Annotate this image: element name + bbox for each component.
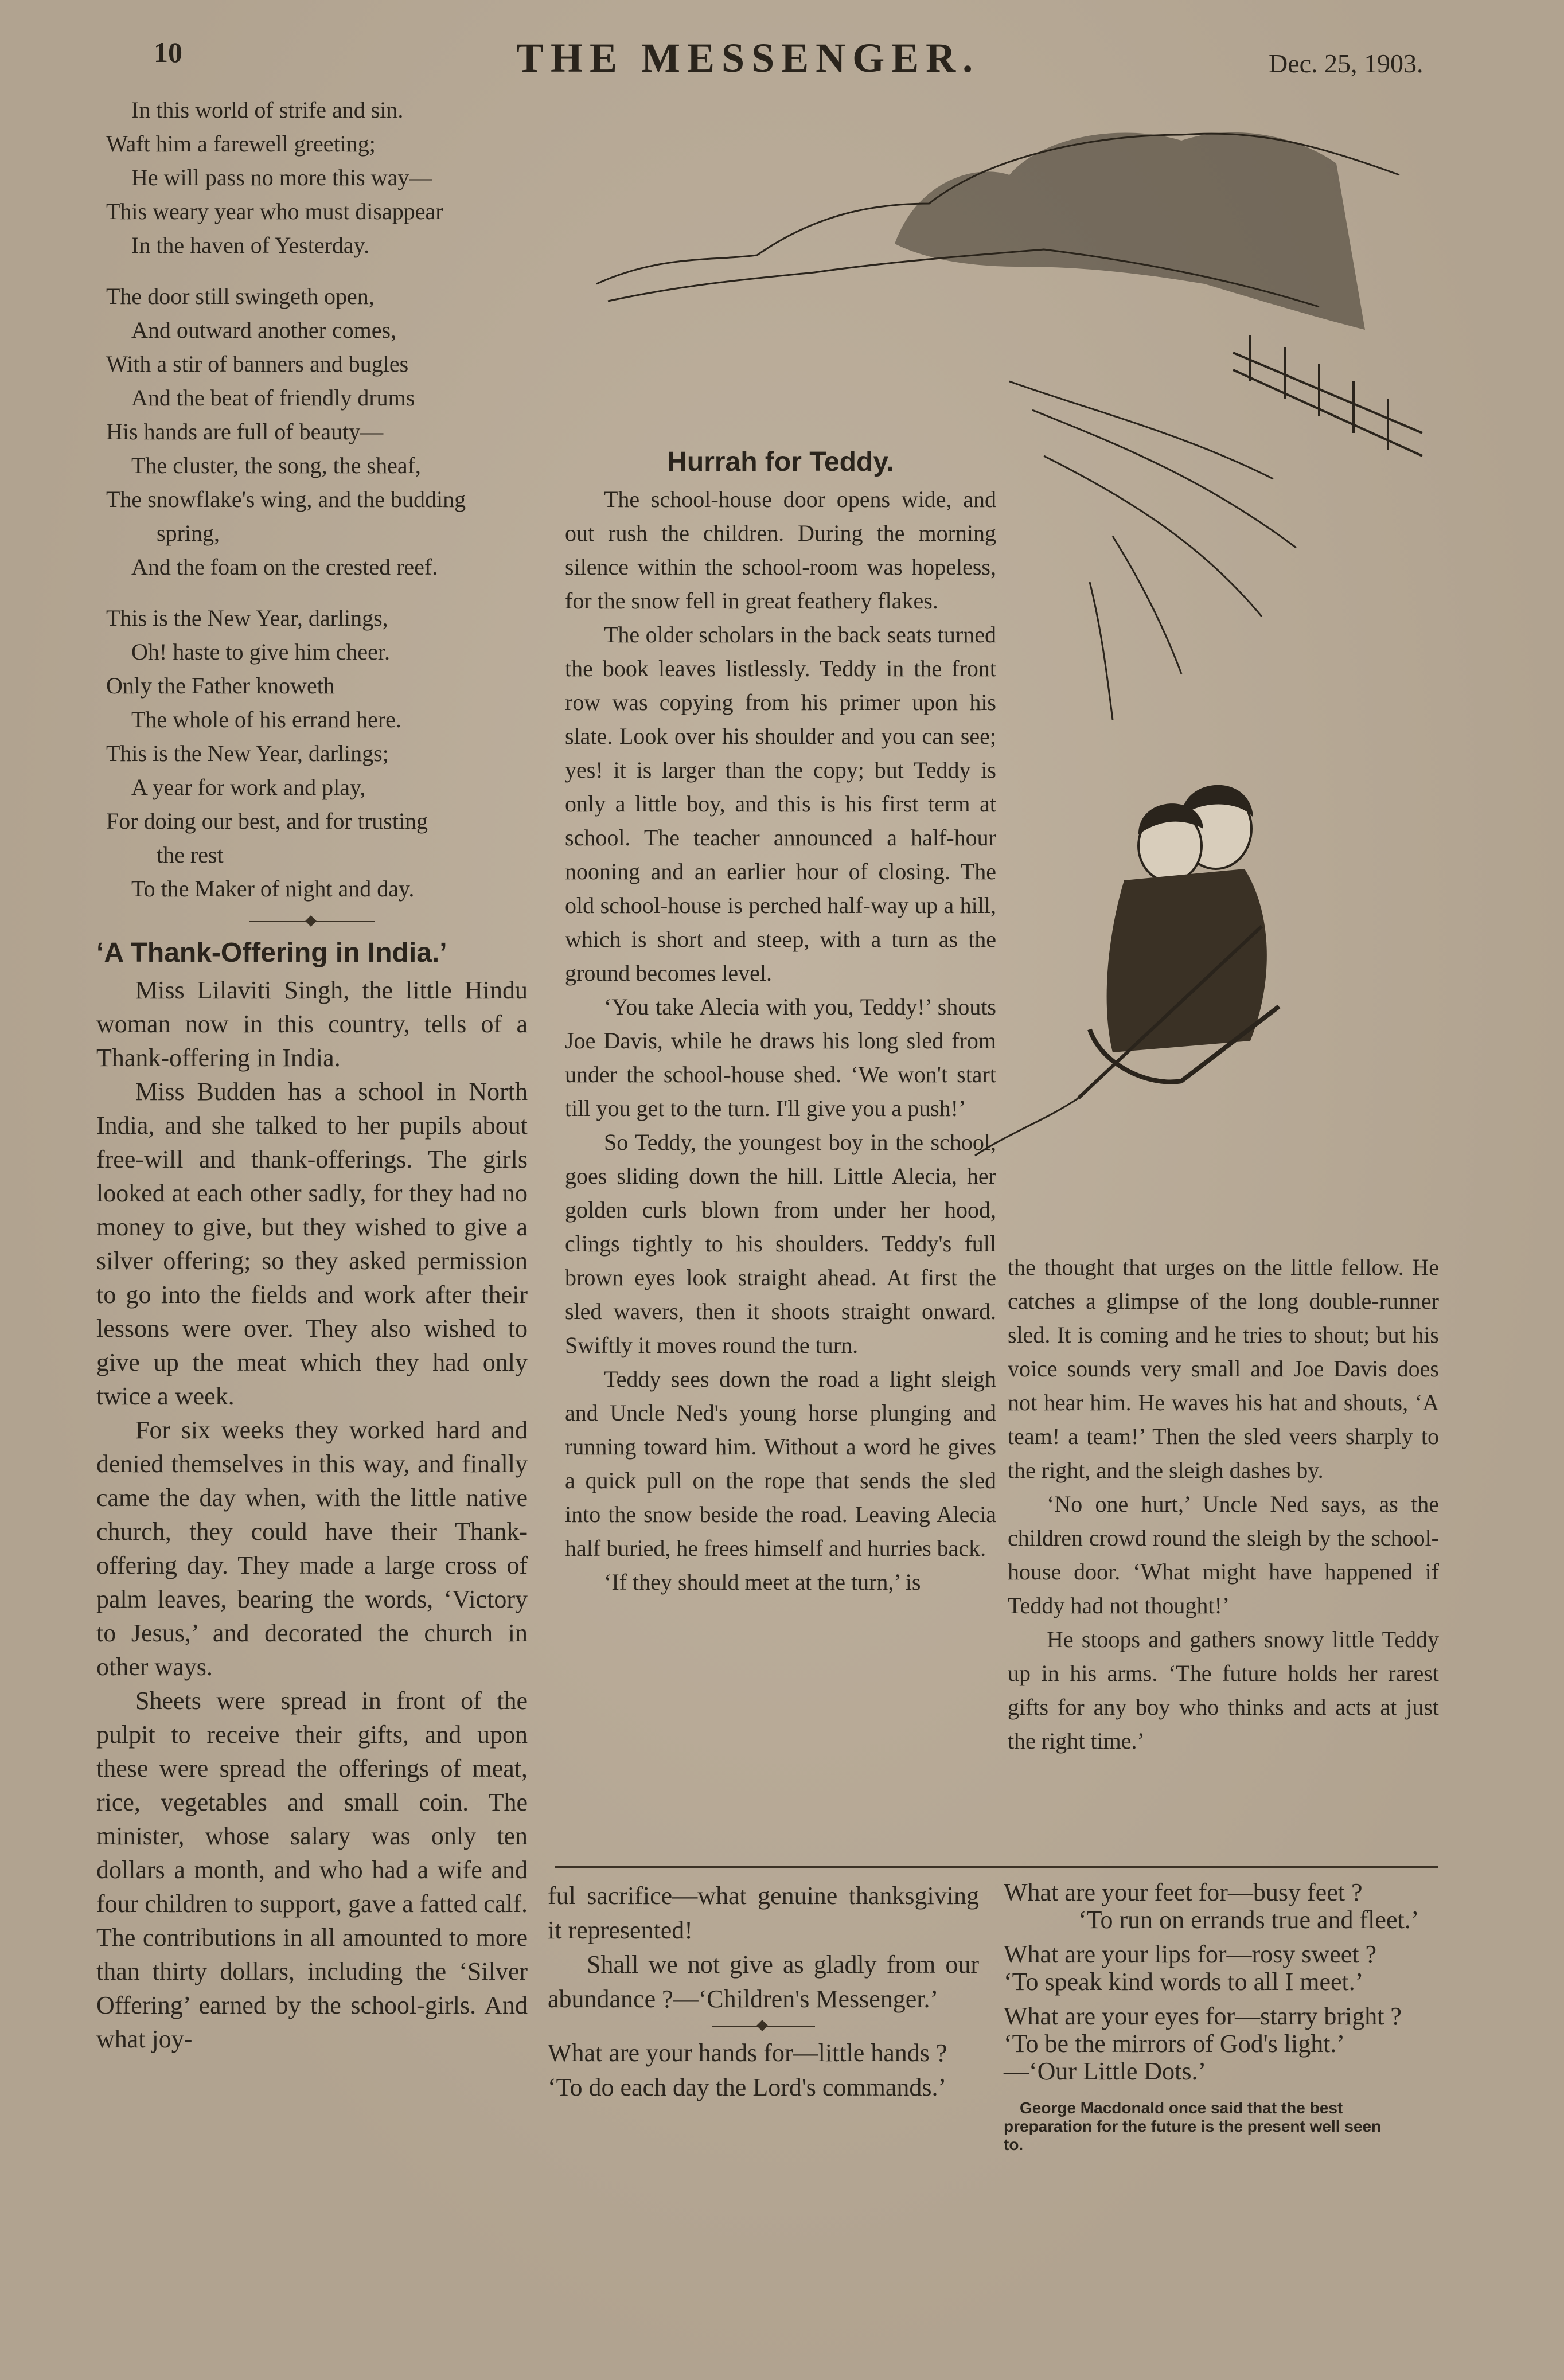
paragraph: Miss Budden has a school in North India, and she talked to her pupils about free-will and thank-offerings. The girls looked at each other sadly, for they had no money to give, but they wished to give a silver offering; so they asked permission to go into the fields and work after their lessons were over. They also wished to give up the meat which they had only twice a week.	[96, 1078, 528, 1410]
verse-line: And the beat of friendly drums	[131, 385, 415, 411]
verse-line: What are your feet for—busy feet ?	[1004, 1878, 1363, 1906]
children-on-sled-icon	[975, 785, 1279, 1156]
verse-line: spring,	[157, 520, 220, 546]
divider	[548, 2016, 979, 2036]
page-number: 10	[154, 36, 182, 68]
verse-line: The cluster, the song, the sheaf,	[131, 452, 421, 478]
verse-line: The door still swingeth open,	[106, 283, 375, 309]
article-title: Hurrah for Teddy.	[667, 447, 894, 477]
verse-line: He will pass no more this way—	[131, 165, 432, 190]
paragraph: Shall we not give as gladly from our abundance ?—‘Children's Messenger.’	[548, 1950, 979, 2013]
verse-line: The snowflake's wing, and the budding	[106, 486, 466, 512]
issue-date: Dec. 25, 1903.	[1269, 49, 1423, 78]
verse-line: What are your eyes for—starry bright ?	[1004, 2002, 1402, 2030]
verse-line: And outward another comes,	[131, 317, 397, 343]
verse-line: In this world of strife and sin.	[131, 97, 404, 123]
verse-line: Only the Father knoweth	[106, 673, 335, 699]
paragraph: ‘No one hurt,’ Uncle Ned says, as the children crowd round the sleigh by the school-house door. ‘What might have happened if Teddy had not thought!’	[1008, 1491, 1439, 1618]
verse-line: the rest	[157, 842, 224, 868]
article-title: ‘A Thank-Offering in India.’	[96, 938, 447, 968]
verse-line: What are your lips for—rosy sweet ?	[1004, 1940, 1377, 1968]
horizontal-rule	[555, 1866, 1438, 1868]
verse-line: In the haven of Yesterday.	[131, 232, 370, 258]
paragraph: The older scholars in the back seats turned the book leaves listlessly. Teddy in the front row was copying from his primer upon his slate. Look over his shoulder and you can see; yes! it is larger than the copy; but Teddy is only a little boy, and this is his first term at school. The teacher announced a half-hour nooning and an earlier hour of closing. The old school-house is perched half-way up a hill, which is short and steep, with a turn as the ground becomes level.	[565, 622, 996, 986]
verse-line: Oh! haste to give him cheer.	[131, 639, 390, 665]
masthead: THE MESSENGER.	[516, 35, 980, 81]
thank-offering-continued	[548, 1879, 979, 2105]
paragraph: Sheets were spread in front of the pulpit to receive their gifts, and upon these were spread the offerings of meat, rice, vegetables and small coin. The minister, whose salary was only ten dollars a month, and who had a wife and four children to support, gave a fatted calf. The contributions in all amounted to more than thirty dollars, including the ‘Silver Offering’ earned by the school-girls. And what joy-	[96, 1687, 528, 2053]
divider	[96, 912, 528, 931]
paragraph: So Teddy, the youngest boy in the school, goes sliding down the hill. Little Alecia, her golden curls blown from under her hood, clings tightly to his shoulders. Teddy's full brown eyes look straight ahead. At first the sled wavers, then it shoots straight onward. Swiftly it moves round the turn.	[565, 1129, 996, 1358]
verse-line: ‘To speak kind words to all I meet.’	[1004, 1968, 1364, 1996]
verse-line: To the Maker of night and day.	[131, 876, 415, 902]
paragraph: ful sacrifice—what genuine thanksgiving it represented!	[548, 1882, 979, 1944]
verse-line: A year for work and play,	[131, 774, 366, 800]
fence-icon	[1233, 335, 1422, 456]
paragraph: ‘If they should meet at the turn,’ is	[604, 1569, 921, 1595]
verse-line: And the foam on the crested reef.	[131, 554, 438, 580]
verse-line: What are your hands for—little hands ?	[548, 2039, 947, 2067]
stanza-break	[106, 262, 548, 279]
paragraph: Miss Lilaviti Singh, the little Hindu woman now in this country, tells of a Thank-offering in India.	[96, 976, 528, 1072]
verse-line: For doing our best, and for trusting	[106, 808, 428, 834]
verse-line: ‘To be the mirrors of God's light.’	[1004, 2030, 1345, 2058]
paragraph: For six weeks they worked hard and denied themselves in this way, and finally came the day when, with the little native church, they could have their Thank-offering day. They made a large cross of palm leaves, bearing the words, ‘Victory to Jesus,’ and decorated the church in other ways.	[96, 1416, 528, 1681]
verse-line: This weary year who must disappear	[106, 198, 443, 224]
verse-line: This is the New Year, darlings,	[106, 605, 388, 631]
footnote: George Macdonald once said that the best preparation for the future is the present well seen to.	[1004, 2099, 1382, 2153]
thank-offering-article	[96, 938, 528, 2056]
verse-line: This is the New Year, darlings;	[106, 740, 389, 766]
teddy-article-continued	[1008, 1250, 1439, 1758]
paragraph: He stoops and gathers snowy little Teddy up in his arms. ‘The future holds her rarest gifts for any boy who thinks and acts at just the right time.’	[1008, 1626, 1439, 1754]
verse-line: With a stir of banners and bugles	[106, 351, 409, 377]
verse-line: —‘Our Little Dots.’	[1004, 2057, 1207, 2085]
paragraph: The school-house door opens wide, and out rush the children. During the morning silence within the school-room was hopeless, for the snow fell in great feathery flakes.	[565, 486, 996, 614]
paragraph: ‘You take Alecia with you, Teddy!’ shouts Joe Davis, while he draws his long sled from under the school-house shed. ‘We won't start till you get to the turn. I'll give you a push!’	[565, 994, 996, 1121]
verse-line: His hands are full of beauty—	[106, 419, 384, 444]
verse-line: The whole of his errand here.	[131, 707, 401, 732]
verse-line: ‘To run on errands true and fleet.’	[1078, 1906, 1419, 1934]
teddy-article	[565, 440, 996, 1599]
verse-line: Waft him a farewell greeting;	[106, 131, 376, 157]
little-dots-poem	[1004, 1879, 1440, 2154]
stanza-break	[106, 584, 548, 601]
verse-line: ‘To do each day the Lord's commands.’	[548, 2073, 947, 2101]
paragraph: the thought that urges on the little fellow. He catches a glimpse of the long double-runner sled. It is coming and he tries to shout; but his voice sounds very small and Joe Davis does not hear him. He waves his hat and shouts, ‘A team! a team!’ Then the sled veers sharply to the right, and the sleigh dashes by.	[1008, 1254, 1439, 1483]
snow-tracks-icon	[1009, 381, 1296, 720]
paragraph: Teddy sees down the road a light sleigh and Uncle Ned's young horse plunging and running toward him. Without a word he gives a quick pull on the rope that sends the sled into the snow beside the road. Leaving Alecia half buried, he frees himself and hurries back.	[565, 1366, 996, 1561]
poem	[106, 93, 548, 906]
